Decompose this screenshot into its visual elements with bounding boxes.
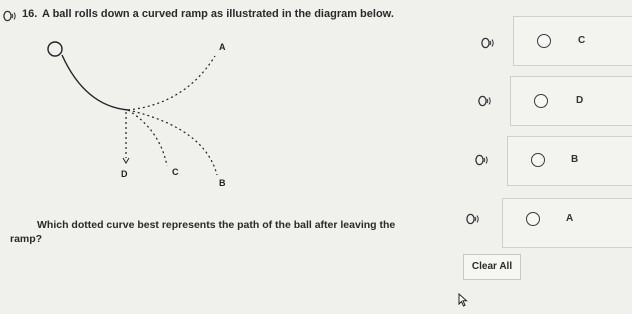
speaker-icon[interactable] (466, 212, 480, 230)
choice-letter: D (576, 95, 584, 106)
speaker-icon[interactable] (475, 153, 489, 171)
path-a (128, 56, 215, 110)
choice-box[interactable] (513, 16, 632, 66)
path-c (128, 110, 167, 166)
question-prompt (10, 218, 420, 246)
mouse-cursor-icon (458, 293, 468, 312)
radio-button[interactable] (531, 153, 545, 167)
radio-button[interactable] (526, 212, 540, 226)
ramp-diagram-svg (35, 28, 260, 198)
speaker-icon[interactable] (481, 36, 495, 54)
radio-button[interactable] (534, 94, 548, 108)
question-number: 16. (22, 8, 38, 20)
speaker-icon[interactable] (478, 94, 492, 112)
ramp-diagram (35, 28, 260, 198)
prompt-line-1: Which dotted curve best represents the path of the ball after leaving the (37, 219, 396, 231)
choice-box[interactable] (510, 76, 632, 126)
radio-button[interactable] (537, 34, 551, 48)
clear-all-button[interactable]: Clear All (463, 254, 521, 280)
label-c: C (172, 167, 179, 177)
choice-letter: A (566, 213, 574, 224)
ramp-curve (62, 55, 128, 110)
label-d: D (121, 169, 128, 179)
ball (48, 42, 62, 56)
label-b: B (219, 178, 226, 188)
question-audio-icon[interactable] (3, 10, 17, 22)
prompt-line-2: ramp? (10, 233, 43, 245)
label-a: A (219, 42, 226, 52)
choice-box[interactable] (507, 136, 632, 186)
choice-letter: C (578, 35, 586, 46)
path-d-arrow (123, 158, 129, 163)
question-text: A ball rolls down a curved ramp as illustrated in the diagram below. (42, 8, 394, 20)
choice-letter: B (571, 154, 579, 165)
